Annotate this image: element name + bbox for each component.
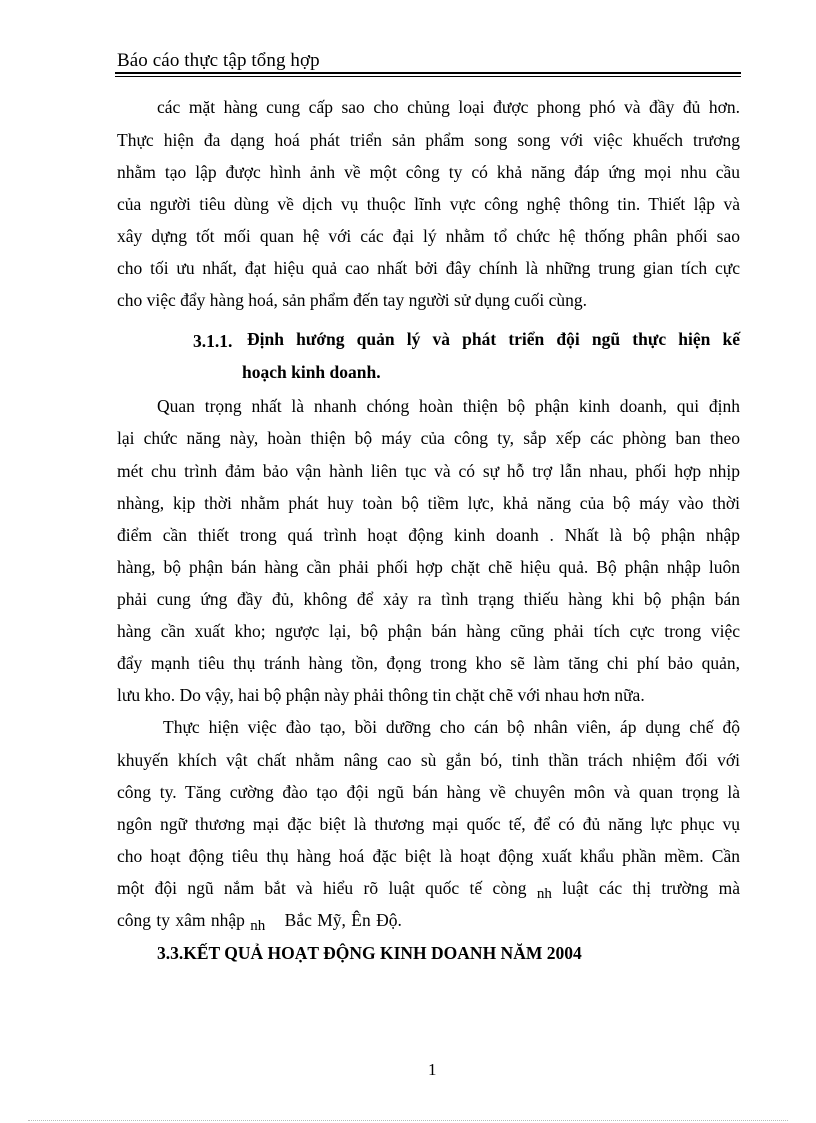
section-heading-3-3: 3.3.KẾT QUẢ HOẠT ĐỘNG KINH DOANH NĂM 2004: [157, 943, 582, 963]
text-line: khuyến khích vật chất nhằm nâng cao sù gắn bó, tinh thần trách nhiệm đối với: [117, 750, 740, 770]
section-number: 3.1.1.: [193, 331, 233, 351]
text-line: hàng cần xuất kho; ngược lại, bộ phận bán hàng cũng phải tích cực trong việc: [117, 621, 740, 641]
text-line: cho hoạt động tiêu thụ hàng hoá đặc biệt là hoạt động xuất khẩu phần mềm. Cần: [117, 846, 740, 866]
text-fragment: công ty xâm nhập: [117, 910, 245, 930]
text-fragment: Bắc Mỹ, Ên Độ.: [284, 910, 402, 930]
text-line: lưu kho. Do vậy, hai bộ phận này phải thông tin chặt chẽ với nhau hơn nữa.: [117, 685, 645, 705]
text-line: nhàng, kịp thời nhằm phát huy toàn bộ tiềm lực, khả năng của bộ máy vào thời: [117, 493, 740, 513]
page-number: 1: [428, 1060, 437, 1079]
text-line: hàng, bộ phận bán hàng cần phải phối hợp chặt chẽ hiệu quả. Bộ phận nhập luôn: [117, 557, 740, 577]
text-line: Thực hiện đa dạng hoá phát triển sản phẩm song song với việc khuếch trương: [117, 130, 740, 150]
text-line: cho tối ưu nhất, đạt hiệu quả cao nhất bởi đây chính là những trung gian tích cực: [117, 258, 740, 278]
text-line: lại chức năng này, hoàn thiện bộ máy của công ty, sắp xếp các phòng ban theo: [117, 428, 740, 448]
text-fragment: một đội ngũ nắm bắt và hiểu rõ luật quốc tế còng: [117, 878, 527, 898]
text-line: mét chu trình đảm bảo vận hành liên tục và có sự hỗ trợ lẫn nhau, phối hợp nhịp: [117, 461, 740, 481]
section-title-line-1: Định hướng quản lý và phát triển đội ngũ thực hiện kế: [247, 329, 740, 349]
header-rule-thin: [115, 76, 741, 77]
text-line: các mặt hàng cung cấp sao cho chủng loại được phong phó và đầy đủ hơn.: [157, 97, 740, 117]
page-bottom-dotted-rule: [28, 1120, 788, 1121]
text-line: [117, 878, 740, 904]
section-title-line-2: hoạch kinh doanh.: [242, 362, 381, 382]
text-line: của người tiêu dùng về dịch vụ thuộc lĩnh vực công nghệ thông tin. Thiết lập và: [117, 194, 740, 214]
text-line: cho việc đẩy hàng hoá, sản phẩm đến tay người sử dụng cuối cùng.: [117, 290, 587, 310]
text-line: nhằm tạo lập được hình ảnh về một công ty có khả năng đáp ứng mọi nhu cầu: [117, 162, 740, 182]
text-subscript: nh: [536, 886, 552, 902]
header-title: Báo cáo thực tập tổng hợp: [117, 50, 320, 71]
text-line: điểm cần thiết trong quá trình hoạt động kinh doanh . Nhất là bộ phận nhập: [117, 525, 740, 545]
text-line: ngôn ngữ thương mại đặc biệt là thương mại quốc tế, để có đủ năng lực phục vụ: [117, 814, 740, 834]
header-rule-thick: [115, 72, 741, 74]
text-line: đẩy mạnh tiêu thụ tránh hàng tồn, đọng trong kho sẽ làm tăng chi phí bảo quản,: [117, 653, 740, 673]
text-line: xây dựng tốt mối quan hệ với các đại lý nhằm tổ chức hệ thống phân phối sao: [117, 226, 740, 246]
text-line: Quan trọng nhất là nhanh chóng hoàn thiện bộ phận kinh doanh, qui định: [157, 396, 740, 416]
text-fragment: luật các thị trường mà: [562, 878, 741, 898]
text-line: [117, 910, 740, 936]
text-line: Thực hiện việc đào tạo, bồi dưỡng cho cán bộ nhân viên, áp dụng chế độ: [163, 717, 740, 737]
text-subscript: nh: [250, 918, 266, 934]
text-line: phải cung ứng đầy đủ, không để xảy ra tình trạng thiếu hàng khi bộ phận bán: [117, 589, 740, 609]
text-line: công ty. Tăng cường đào tạo đội ngũ bán hàng về chuyên môn và quan trọng là: [117, 782, 740, 802]
